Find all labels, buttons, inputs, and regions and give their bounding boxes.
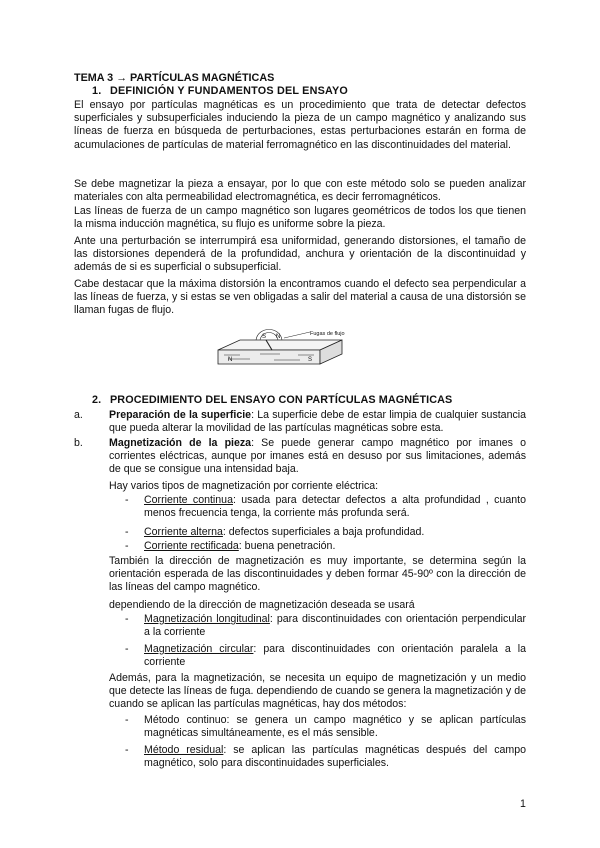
term: Magnetización longitudinal [144,613,270,625]
term: Corriente continua [144,494,233,506]
list-item-b [74,437,526,477]
figure-label-n: N [276,334,281,340]
list-item-text: : Se puede generar campo magnético por imanes o corrientes eléctricas, aunque por imanes está en desuso por sus limitaciones, además de que se consigue una intensidad baja. [109,437,527,476]
figure-label-n2: N [228,357,233,363]
list-item [125,643,526,669]
dash-marker: - [125,714,129,726]
term-text: : buena penetración. [238,540,336,552]
section-1-paragraph: Ante una perturbación se interrumpirá esa uniformidad, generando distorsiones, el tamaño de las distorsiones dependerá de la profundidad, anchura y orientación de la discontinuidad y además de si es superficial o subsuperficial. [74,235,526,274]
methods-paragraph: Además, para la magnetización, se necesita un equipo de magnetización y un medio que detecte las líneas de fuga. dependiendo de cuando se genera la magnetización y de cuando se aplican las partículas magnéticas, hay dos métodos: [109,672,526,711]
page-title: TEMA 3 → PARTÍCULAS MAGNÉTICAS [74,72,275,84]
section-1-paragraph: Cabe destacar que la máxima distorsión la encontramos cuando el defecto sea perpendicular a las líneas de fuerza, y si estas se ven obligadas a salir del material a causa de una distorsión se llaman fugas de flujo. [74,278,526,317]
section-1-paragraph: Se debe magnetizar la pieza a ensayar, por lo que con este método solo se pueden analizar materiales con alta permeabilidad electromagnética, es decir ferromagnéticos. [74,178,526,204]
section-1-heading [92,85,348,97]
list-item-text: : La superficie debe de estar limpia de cualquier sustancia que pueda alterar la movilidad de las partículas magnéticas sobre esta. [109,409,527,435]
term-text: : se aplican las partículas magnéticas después del campo magnético, solo para discontinuidades superficiales. [144,744,526,770]
term-text: : defectos superficiales a baja profundidad. [222,526,425,538]
section-1-number: 1. [92,85,102,97]
page-number: 1 [520,798,526,810]
list-item [125,714,526,740]
types-intro: Hay varios tipos de magnetización por corriente eléctrica: [109,480,379,492]
list-item [125,613,526,639]
list-marker: a. [74,409,83,421]
term: Corriente rectificada [144,540,239,552]
figure-label-s: S [262,334,267,340]
flux-leakage-figure [210,328,370,370]
term-text: : para discontinuidades con orientación paralela a la corriente [144,643,526,669]
figure-label-fugas: Fugas de flujo [310,331,345,337]
term-text: : usada para detectar defectos a alta profundidad , cuanto menos frecuencia tenga, la corriente más profunda será. [144,494,526,520]
term-text: : para discontinuidades con orientación perpendicular a la corriente [144,613,526,639]
dash-marker: - [125,540,129,552]
list-item [125,494,526,520]
list-item [125,526,526,539]
dash-marker: - [125,526,129,538]
list-item [125,540,526,553]
list-marker: b. [74,437,83,449]
section-1-title: DEFINICIÓN Y FUNDAMENTOS DEL ENSAYO [110,85,348,97]
list-item-title: Magnetización de la pieza [109,437,252,449]
dash-marker: - [125,494,129,506]
direction-intro: dependiendo de la dirección de magnetización deseada se usará [109,599,415,611]
list-item-a [74,409,526,435]
section-1-paragraph: El ensayo por partículas magnéticas es un procedimiento que trata de detectar defectos superficiales y subsuperficiales induciendo la pieza de un campo magnético y analizando sus líneas de fuerza en búsqueda de perturbaciones, estas perturbaciones estarán en forma de acumulaciones de partículas de material ferromagnético en las discontinuidades del material. [74,99,526,151]
dash-marker: - [125,613,129,625]
section-1-paragraph: Las líneas de fuerza de un campo magnético son lugares geométricos de todos los que tienen la misma inducción magnética, su flujo es uniforme sobre la pieza. [74,205,526,231]
term: Método residual [144,744,224,756]
dash-marker: - [125,744,129,756]
dash-marker: - [125,643,129,655]
direction-paragraph: También la dirección de magnetización es muy importante, se determina según la orientación esperada de las discontinuidades y deben formar 45-90º con la dirección de las líneas del campo magnético. [109,555,526,594]
section-2-heading [92,394,452,406]
term-text: Método continuo: se genera un campo magnético y se aplican partículas magnéticas simultáneamente, es el más sensible. [144,714,526,740]
list-item-title: Preparación de la superficie [109,409,252,421]
section-2-number: 2. [92,394,102,406]
figure-label-s2: S [308,357,313,363]
term: Magnetización circular [144,643,254,655]
list-item [125,744,526,770]
term: Corriente alterna [144,526,223,538]
section-2-title: PROCEDIMIENTO DEL ENSAYO CON PARTÍCULAS MAGNÉTICAS [110,394,453,406]
